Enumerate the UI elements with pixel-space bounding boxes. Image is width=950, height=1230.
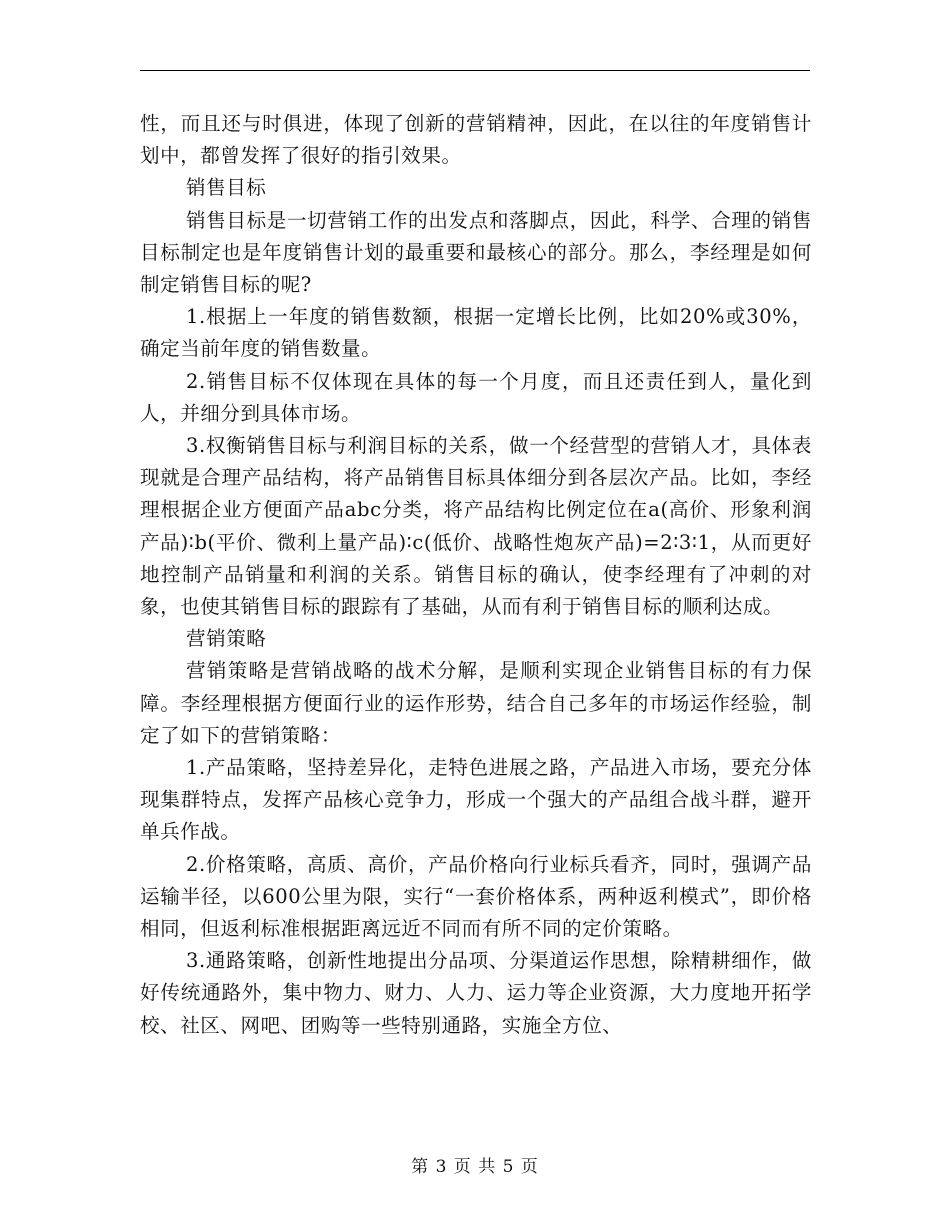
list-item-strategy-1: 1.产品策略，坚持差异化，走特色进展之路，产品进入市场，要充分体现集群特点，发挥产品核心竞争力，形成一个强大的产品组合战斗群，避开单兵作战。	[140, 756, 812, 844]
page-number: 第 3 页 共 5 页	[411, 1157, 539, 1177]
list-item-target-2: 2.销售目标不仅体现在具体的每一个月度，而且还责任到人，量化到人，并细分到具体市场。	[140, 369, 812, 425]
section-heading-sales-target: 销售目标	[186, 176, 267, 200]
paragraph-marketing-strategy-intro: 营销策略是营销战略的战术分解，是顺利实现企业销售目标的有力保障。李经理根据方便面行业的运作形势，结合自己多年的市场运作经验，制定了如下的营销策略：	[140, 659, 812, 747]
list-item-target-3: 3.权衡销售目标与利润目标的关系，做一个经营型的营销人才，具体表现就是合理产品结构，将产品销售目标具体细分到各层次产品。比如，李经理根据企业方便面产品abc分类，将产品结构比例定位在a(高价、形象利润产品)∶b(平价、微利上量产品)∶c(低价、战略性炮灰产品)=2∶3∶1，从而更好地控制产品销量和利润的关系。销售目标的确认，使李经理有了冲刺的对象，也使其销售目标的跟踪有了基础，从而有利于销售目标的顺利达成。	[140, 434, 812, 619]
paragraph-continuation: 性，而且还与时俱进，体现了创新的营销精神，因此，在以往的年度销售计划中，都曾发挥了很好的指引效果。	[140, 112, 812, 168]
list-item-target-1: 1.根据上一年度的销售数额，根据一定增长比例，比如20%或30%，确定当前年度的销售数量。	[140, 305, 812, 361]
list-item-strategy-3: 3.通路策略，创新性地提出分品项、分渠道运作思想，除精耕细作，做好传统通路外，集中物力、财力、人力、运力等企业资源，大力度地开拓学校、社区、网吧、团购等一些特别通路，实施全方位、	[140, 949, 812, 1037]
header-rule	[140, 70, 810, 71]
paragraph-sales-target-intro: 销售目标是一切营销工作的出发点和落脚点，因此，科学、合理的销售目标制定也是年度销售计划的最重要和最核心的部分。那么，李经理是如何制定销售目标的呢?	[140, 208, 812, 297]
body-text	[140, 108, 812, 1042]
section-heading-marketing-strategy: 营销策略	[186, 627, 267, 651]
list-item-strategy-2: 2.价格策略，高质、高价，产品价格向行业标兵看齐，同时，强调产品运输半径，以600公里为限，实行“一套价格体系，两种返利模式”，即价格相同，但返利标准根据距离远近不同而有所不同的定价策略。	[140, 852, 812, 941]
